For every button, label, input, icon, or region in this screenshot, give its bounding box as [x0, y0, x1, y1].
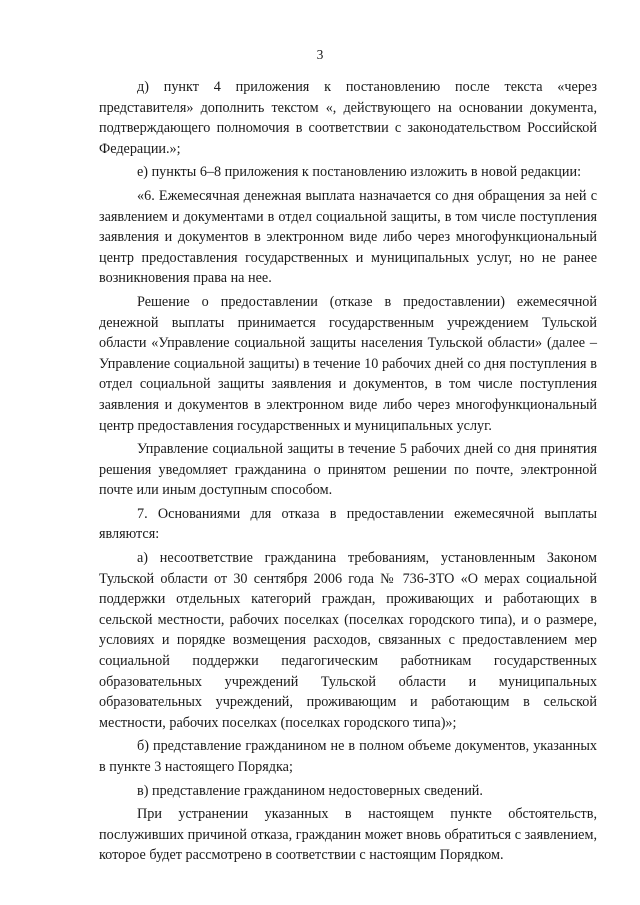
paragraph-ground-c: в) представление гражданином недостоверных сведений.	[137, 782, 483, 799]
paragraph-amendment-e: е) пункты 6–8 приложения к постановлению изложить в новой редакции:	[137, 164, 582, 181]
paragraph-ground-b: б) представление гражданином не в полном объеме документов, указанных в пункте 3 настоящего Порядка;	[99, 738, 597, 775]
paragraph-ground-a: а) несоответствие гражданина требованиям, установленным Законом Тульской области от 30 сентября 2006 года № 736-ЗТО «О мерах социальной поддержки отдельных категорий граждан, проживающих и работающих в сельской местности, рабочих поселках (поселках городского типа), и о размере, условиях и порядке возмещения расходов, связанных с предоставлением мер социальной поддержки педагогическим работникам государственных образовательных учреждений Тульской области и муниципальных образовательных учреждений, проживающим и работающим в сельской местности, рабочих поселках (поселках городского типа)»;	[99, 550, 597, 731]
paragraph-decision: Решение о предоставлении (отказе в предоставлении) ежемесячной денежной выплаты принимается государственным учреждением Тульской области «Управление социальной защиты населения Тульской области» (далее – Управление социальной защиты) в течение 10 рабочих дней со дня поступления в отдел социальной защиты заявления и документов, в том числе поступления заявления и документов в электронном виде либо через многофункциональный центр предоставления государственных и муниципальных услуг.	[99, 293, 597, 434]
paragraph-notification: Управление социальной защиты в течение 5 рабочих дней со дня принятия решения уведомляет гражданина о принятом решении по почте, электронной почте или иным доступным способом.	[99, 441, 597, 499]
paragraph-clause-7: 7. Основаниями для отказа в предоставлении ежемесячной выплаты являются:	[99, 505, 597, 543]
document-body	[99, 77, 597, 866]
paragraph-reapply: При устранении указанных в настоящем пункте обстоятельств, послуживших причиной отказа, гражданин может вновь обратиться с заявлением, которое будет рассмотрено в соответствии с настоящим Порядком.	[99, 806, 597, 864]
paragraph-amendment-d: д) пункт 4 приложения к постановлению после текста «через представителя» дополнить текстом «, действующего на основании документа, подтверждающего полномочия в соответствии с законодательством Российской Федерации.»;	[99, 79, 597, 157]
paragraph-clause-6: «6. Ежемесячная денежная выплата назначается со дня обращения за ней с заявлением и документами в отдел социальной защиты, в том числе поступления заявления и документов в электронном виде либо через многофункциональный центр предоставления государственных и муниципальных услуг, но не ранее возникновения права на нее.	[99, 187, 597, 287]
page-number: 3	[316, 47, 324, 62]
